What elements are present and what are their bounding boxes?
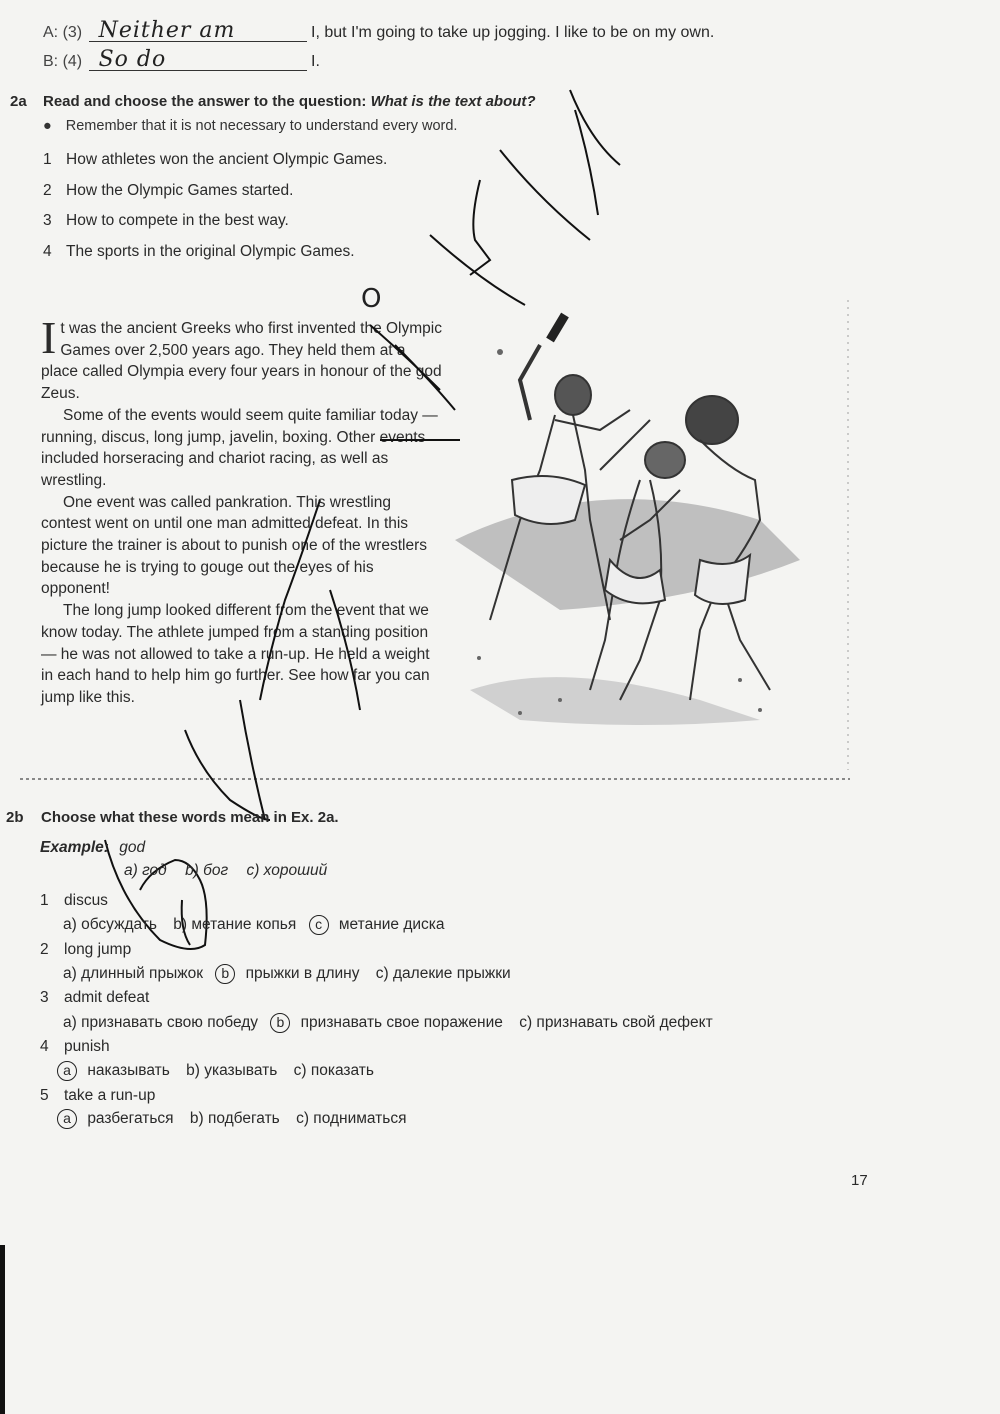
exercise-2b-number: 2b (6, 809, 24, 826)
vocab-item-1: 1 discus (40, 892, 108, 909)
vocab-options-3: a) признавать свою победу b признавать свое поражение c) признавать свой дефект (63, 1014, 713, 1031)
dialogue-a-suffix: I, but I'm going to take up jogging. I like to be on my own. (311, 24, 715, 41)
answer-blank-3 (89, 19, 307, 42)
vocab-item-3: 3 admit defeat (40, 989, 150, 1006)
example-line (40, 839, 145, 857)
vocab-word-2: long jump (64, 941, 132, 958)
handwritten-answer-3: Neither am (98, 18, 236, 43)
dialogue-a-prefix: A: (3) (43, 24, 83, 41)
example-option-c: c) хороший (246, 862, 328, 879)
option-3: 3 How to compete in the best way. (43, 212, 289, 229)
circled-answer-b: b (270, 1013, 290, 1033)
reading-text (41, 312, 443, 709)
vocab-options-1: a) обсуждать b) метание копья c метание диска (63, 916, 445, 933)
exercise-2a-tip (43, 118, 457, 134)
vocab-item-5: 5 take a run-up (40, 1087, 156, 1104)
dialogue-b-prefix: B: (4) (43, 53, 83, 70)
example-option-b: b) бог (185, 862, 229, 879)
exercise-2b-heading: Choose what these words mean in Ex. 2a. (41, 809, 339, 826)
handwritten-o-mark: O (361, 284, 382, 314)
example-label: Example: (40, 839, 109, 856)
exercise-2a-question: What is the text about? (370, 93, 536, 110)
handwritten-answer-4: So do (98, 47, 167, 72)
vocab-options-4: a наказывать b) указывать c) показать (57, 1061, 374, 1081)
dialogue-b-suffix: I. (311, 53, 320, 70)
vocab-options-5: a разбегаться b) подбегать c) подниматься (57, 1109, 407, 1129)
exercise-2a-options (43, 151, 387, 273)
tip-text: Remember that it is not necessary to understand every word. (65, 118, 458, 134)
circled-answer-b: b (215, 964, 235, 984)
option-4: 4 The sports in the original Olympic Games. (43, 242, 355, 260)
bullet-icon: ● (43, 118, 52, 134)
vocab-options-2: a) длинный прыжок b прыжки в длину c) далекие прыжки (63, 965, 511, 982)
vocab-item-2: 2 long jump (40, 941, 132, 958)
exercise-2a-heading (43, 93, 536, 110)
paragraph-4: The long jump looked different from the event that we know today. The athlete jumped from a standing position — he was not allowed to take a run-up. He held a weight in each hand to help him go further. See how far you can jump like this. (41, 602, 430, 706)
vocab-word-4: punish (64, 1038, 110, 1055)
vocab-word-1: discus (64, 892, 108, 909)
exercise-2a-number: 2a (10, 93, 27, 110)
circled-answer-a: a (57, 1061, 77, 1081)
vocab-word-3: admit defeat (64, 989, 150, 1006)
dialogue-line-a (43, 19, 714, 42)
circled-answer-a: a (57, 1109, 77, 1129)
paragraph-1: It was the ancient Greeks who first invented the Olympic Games over 2,500 years ago. They held them at a place called Olympia every four years in honour of the god Zeus. (41, 312, 442, 403)
paragraph-3: One event was called pankration. This wrestling contest went on until one man admitted defeat. In this picture the trainer is about to punish one of the wrestlers because he is trying to gouge out the eyes of his opponent! (41, 493, 427, 598)
page-number: 17 (851, 1172, 868, 1189)
drop-cap: I (41, 312, 57, 363)
example-word: god (119, 839, 146, 856)
option-1: 1 How athletes won the ancient Olympic Games. (43, 151, 388, 168)
scan-edge-bar (0, 1245, 5, 1414)
paragraph-2: Some of the events would seem quite familiar today — running, discus, long jump, javelin, boxing. Other events included horseracing and chariot racing, as well as wrestling. (41, 406, 438, 489)
answer-blank-4 (89, 48, 307, 71)
option-2: 2 How the Olympic Games started. (43, 181, 294, 199)
dialogue-line-b (43, 48, 320, 71)
vocab-item-4: 4 punish (40, 1038, 110, 1055)
example-option-a: a) год (124, 862, 167, 879)
exercise-2a-instruction: Read and choose the answer to the question: (43, 93, 367, 110)
circled-answer-c: c (309, 915, 329, 935)
example-options (124, 862, 327, 880)
vocab-word-5: take a run-up (64, 1087, 156, 1104)
